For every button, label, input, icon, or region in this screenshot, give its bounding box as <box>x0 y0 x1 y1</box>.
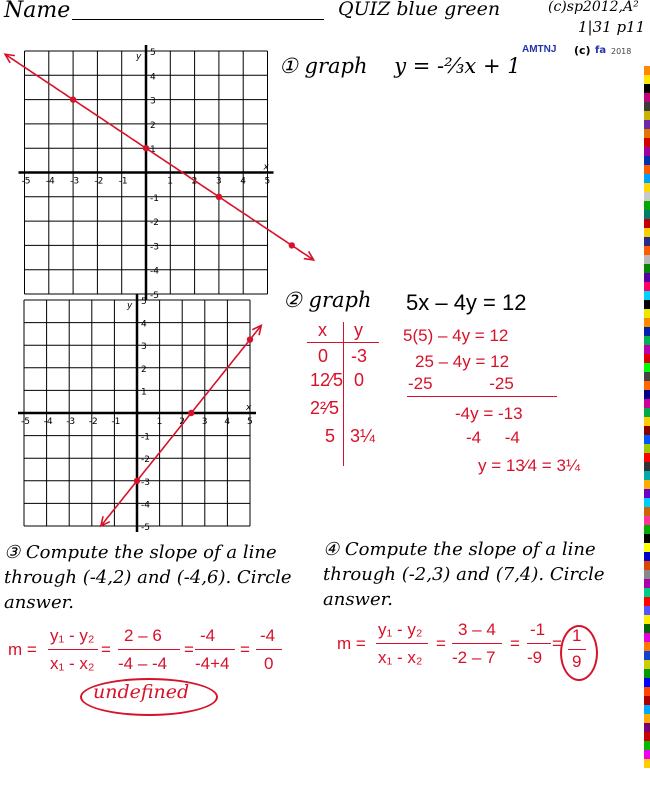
y-tick-label: 4 <box>150 72 156 83</box>
color-swatch <box>644 435 650 444</box>
p4-step1-num: 3 – 4 <box>458 620 496 639</box>
watermark-copyright: (c) <box>574 44 591 57</box>
x-tick-label: 5 <box>247 417 253 427</box>
color-swatch <box>644 516 650 525</box>
p4-m-label: m = <box>337 634 366 653</box>
color-swatch <box>644 210 650 219</box>
watermark-initials: fa <box>595 45 607 56</box>
color-swatch <box>644 84 650 93</box>
x-tick-label: -4 <box>43 417 53 427</box>
color-swatch <box>644 192 650 201</box>
x-tick-label: -3 <box>70 176 80 187</box>
y-axis-label: y <box>136 52 142 62</box>
color-swatch <box>644 462 650 471</box>
color-swatch <box>644 345 650 354</box>
table-head-y: y <box>354 320 363 340</box>
color-swatch <box>644 678 650 687</box>
color-swatch <box>644 102 650 111</box>
x-tick-label: -5 <box>21 176 31 187</box>
equals-sign: = <box>240 640 250 659</box>
color-swatch <box>644 219 650 228</box>
fraction-bar <box>48 649 98 650</box>
color-swatch <box>644 309 650 318</box>
p4-answer-den: 9 <box>572 652 582 671</box>
color-swatch <box>644 507 650 516</box>
problem-1-equation: y = -²⁄₃x + 1 <box>394 54 521 78</box>
p4-formula-den: x₁ - x₂ <box>378 648 423 667</box>
color-swatch <box>644 165 650 174</box>
y-tick-label: -1 <box>150 193 159 204</box>
table-cell: 12⁄5 <box>310 370 344 390</box>
color-swatch <box>644 759 650 768</box>
p3-step2-den: -4+4 <box>195 654 230 673</box>
fraction-bar <box>568 649 586 650</box>
plotted-point <box>134 478 140 484</box>
color-swatch <box>644 255 650 264</box>
color-swatch <box>644 615 650 624</box>
table-cell: -3 <box>351 346 368 366</box>
graph-1 <box>0 48 320 301</box>
plotted-point <box>188 410 194 416</box>
p3-answer: undefined <box>93 681 190 703</box>
x-tick-label: -2 <box>88 417 98 427</box>
color-swatch <box>644 129 650 138</box>
fraction-bar <box>118 649 180 650</box>
color-swatch <box>644 327 650 336</box>
fraction-bar <box>452 643 502 644</box>
color-swatch <box>644 651 650 660</box>
color-swatch <box>644 588 650 597</box>
color-swatch <box>644 606 650 615</box>
color-swatch <box>644 399 650 408</box>
p3-step3-num: -4 <box>260 626 276 645</box>
table-cell: 0 <box>318 346 329 366</box>
date-code: 1|31 p11 <box>578 18 646 36</box>
color-swatch <box>644 183 650 192</box>
equals-sign: = <box>101 640 111 659</box>
fraction-bar <box>527 643 551 644</box>
name-label: Name <box>4 0 71 23</box>
y-tick-label: 2 <box>150 120 156 131</box>
color-swatch <box>644 561 650 570</box>
color-swatch <box>644 687 650 696</box>
color-swatch <box>644 696 650 705</box>
color-swatch <box>644 246 650 255</box>
x-tick-label: 5 <box>264 176 271 187</box>
work-rule <box>407 396 557 397</box>
color-swatch <box>644 318 650 327</box>
color-swatch <box>644 750 650 759</box>
p3-step3-den: 0 <box>264 654 274 673</box>
y-tick-label: 1 <box>141 387 147 398</box>
color-swatch <box>644 480 650 489</box>
x-tick-label: -4 <box>45 176 55 187</box>
y-tick-label: -3 <box>150 242 159 253</box>
color-swatch <box>644 579 650 588</box>
color-swatch <box>644 570 650 579</box>
color-swatch <box>644 408 650 417</box>
plotted-point <box>289 242 295 248</box>
table-cell: 5 <box>325 426 336 446</box>
y-tick-label: 3 <box>141 342 147 353</box>
y-tick-label: -3 <box>141 477 150 488</box>
work-line: 25 – 4y = 12 <box>415 352 510 371</box>
y-tick-label: -5 <box>141 523 150 533</box>
color-swatch <box>644 714 650 723</box>
color-swatch <box>644 498 650 507</box>
color-swatch <box>644 66 650 75</box>
y-tick-label: 5 <box>141 297 147 307</box>
x-tick-label: -2 <box>94 176 104 187</box>
color-strip <box>644 66 650 768</box>
work-line: 5(5) – 4y = 12 <box>403 326 509 345</box>
color-swatch <box>644 381 650 390</box>
color-swatch <box>644 147 650 156</box>
graph-2 <box>0 295 320 540</box>
color-swatch <box>644 660 650 669</box>
x-tick-label: 1 <box>156 417 163 427</box>
name-line[interactable] <box>72 19 324 20</box>
color-swatch <box>644 228 650 237</box>
fraction-bar <box>195 649 235 650</box>
y-tick-label: -4 <box>150 266 159 277</box>
x-tick-label: 4 <box>240 176 246 187</box>
work-result: y = 13⁄4 = 3¼ <box>478 456 581 475</box>
color-swatch <box>644 444 650 453</box>
table-cell: 3¼ <box>350 426 376 446</box>
color-swatch <box>644 264 650 273</box>
x-tick-label: -3 <box>66 417 76 427</box>
color-swatch <box>644 534 650 543</box>
color-swatch <box>644 336 650 345</box>
problem-2-label: ② graph <box>283 288 372 312</box>
work-line: -25 -25 <box>408 374 514 393</box>
table-divider <box>343 322 344 466</box>
plotted-point <box>70 96 76 102</box>
y-tick-label: -4 <box>141 500 150 511</box>
p3-step1-num: 2 – 6 <box>124 626 162 645</box>
color-swatch <box>644 138 650 147</box>
table-cell: 0 <box>354 370 365 390</box>
y-tick-label: -2 <box>150 218 159 229</box>
table-head-x: x <box>318 320 327 340</box>
color-swatch <box>644 723 650 732</box>
color-swatch <box>644 543 650 552</box>
x-tick-label: 2 <box>191 176 198 187</box>
y-tick-label: -1 <box>141 432 150 443</box>
color-swatch <box>644 273 650 282</box>
p4-step2-den: -9 <box>527 648 543 667</box>
color-swatch <box>644 174 650 183</box>
fraction-bar <box>256 649 282 650</box>
arrowhead <box>5 54 15 63</box>
color-swatch <box>644 633 650 642</box>
equals-sign: = <box>436 634 446 653</box>
color-swatch <box>644 426 650 435</box>
y-tick-label: -2 <box>141 455 150 466</box>
equals-sign: = <box>510 634 520 653</box>
graphed-line <box>101 325 261 526</box>
x-axis-label: x <box>263 162 269 173</box>
color-swatch <box>644 120 650 129</box>
equals-sign: = <box>184 640 194 659</box>
color-swatch <box>644 93 650 102</box>
problem-1 <box>279 54 521 78</box>
x-tick-label: -1 <box>111 417 121 427</box>
color-swatch <box>644 732 650 741</box>
plotted-point <box>143 145 149 151</box>
y-tick-label: 4 <box>141 319 147 330</box>
x-tick-label: 3 <box>201 417 208 427</box>
color-swatch <box>644 552 650 561</box>
color-swatch <box>644 354 650 363</box>
p4-step1-den: -2 – 7 <box>452 648 496 667</box>
color-swatch <box>644 156 650 165</box>
y-axis-label: y <box>127 301 133 311</box>
work-line: -4y = -13 <box>455 404 523 423</box>
plotted-point <box>247 336 253 342</box>
problem-4-question: ④ Compute the slope of a line through (-2,3) and (7,4). Circle answer. <box>323 539 605 610</box>
color-swatch <box>644 642 650 651</box>
color-swatch <box>644 705 650 714</box>
color-swatch <box>644 741 650 750</box>
color-swatch <box>644 669 650 678</box>
x-axis-label: x <box>246 403 252 413</box>
arrowhead <box>304 251 314 260</box>
p3-m-label: m = <box>8 640 37 659</box>
fraction-bar <box>376 643 428 644</box>
y-tick-label: 2 <box>141 364 147 375</box>
x-tick-label: 2 <box>179 417 185 427</box>
y-tick-label: -5 <box>150 291 159 301</box>
copyright-notice: (c)sp2012,A² <box>548 0 639 15</box>
problem-3-question: ③ Compute the slope of a line through (-4,2) and (-4,6). Circle answer. <box>4 542 292 613</box>
y-tick-label: 1 <box>150 145 156 156</box>
x-tick-label: -1 <box>118 176 128 187</box>
problem-1-label: ① graph <box>279 54 368 78</box>
x-tick-label: -5 <box>21 417 30 427</box>
color-swatch <box>644 363 650 372</box>
color-swatch <box>644 300 650 309</box>
plotted-point <box>216 194 222 200</box>
watermark-year: 2018 <box>611 47 632 56</box>
color-swatch <box>644 525 650 534</box>
table-cell: 2²⁄5 <box>310 398 340 418</box>
p4-step2-num: -1 <box>530 620 546 639</box>
color-swatch <box>644 390 650 399</box>
quiz-title: QUIZ blue green <box>338 0 501 20</box>
color-swatch <box>644 597 650 606</box>
p3-formula-den: x₁ - x₂ <box>50 654 95 673</box>
equals-sign: = <box>552 634 562 653</box>
p4-answer-num: 1 <box>572 626 582 645</box>
p3-step2-num: -4 <box>200 626 216 645</box>
y-tick-label: 3 <box>150 96 156 107</box>
color-swatch <box>644 282 650 291</box>
color-swatch <box>644 201 650 210</box>
p3-formula-num: y₁ - y₂ <box>50 626 95 645</box>
color-swatch <box>644 471 650 480</box>
color-swatch <box>644 417 650 426</box>
color-swatch <box>644 489 650 498</box>
color-swatch <box>644 624 650 633</box>
color-swatch <box>644 453 650 462</box>
x-tick-label: 1 <box>167 176 174 187</box>
color-swatch <box>644 372 650 381</box>
x-tick-label: 4 <box>224 417 231 427</box>
color-swatch <box>644 75 650 84</box>
color-swatch <box>644 111 650 120</box>
problem-2-equation: 5x – 4y = 12 <box>406 290 527 315</box>
y-tick-label: 5 <box>150 48 156 58</box>
color-swatch <box>644 291 650 300</box>
p4-formula-num: y₁ - y₂ <box>378 620 423 639</box>
work-line: -4 -4 <box>466 428 520 447</box>
color-swatch <box>644 237 650 246</box>
watermark-org: AMTNJ <box>522 44 557 55</box>
x-tick-label: 3 <box>215 176 222 187</box>
p3-step1-den: -4 – -4 <box>118 654 168 673</box>
